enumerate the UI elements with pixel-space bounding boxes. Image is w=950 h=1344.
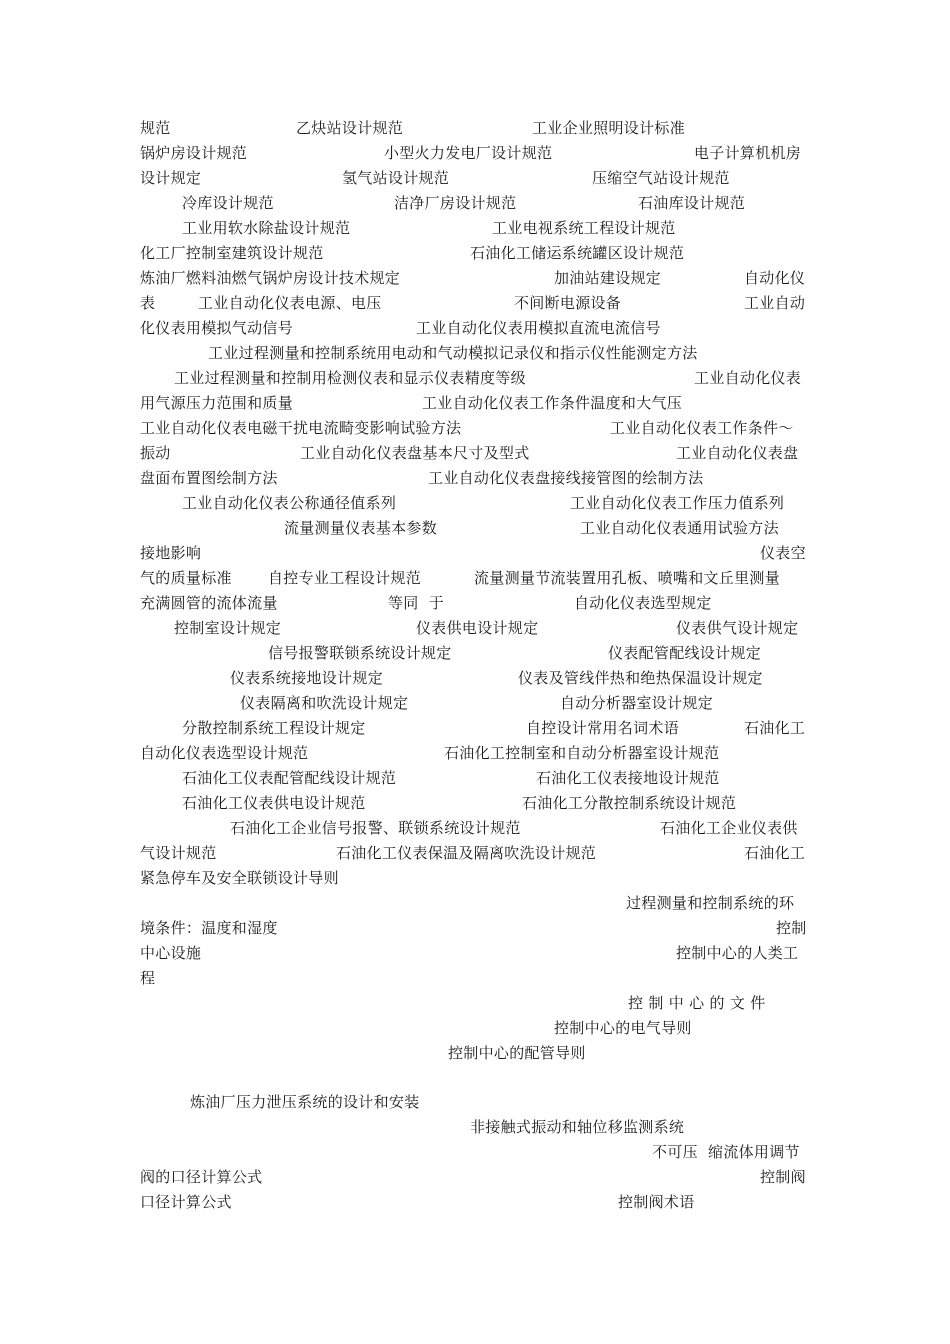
doc-text: 石油化工企业信号报警、联锁系统设计规范 [230, 819, 521, 837]
doc-text: 控制室设计规定 [174, 619, 282, 637]
doc-text: 控制 [776, 919, 807, 937]
doc-text: 控制阀 [760, 1168, 806, 1186]
doc-text: 工业企业照明设计标准 [532, 119, 686, 137]
doc-text: 石油化工仪表保温及隔离吹洗设计规范 [336, 844, 597, 862]
doc-text: 规范 [140, 119, 171, 137]
doc-text: 中心设施 [140, 944, 202, 962]
doc-text: 工业自动 [744, 294, 806, 312]
doc-text: 仪表隔离和吹洗设计规定 [240, 694, 409, 712]
doc-text: 工业电视系统工程设计规范 [492, 219, 676, 237]
doc-text: 控 制 中 心 的 文 件 [628, 994, 766, 1012]
doc-text: 洁净厂房设计规范 [394, 194, 517, 212]
doc-text: 工业自动化仪表电磁干扰电流畸变影响试验方法 [140, 419, 462, 437]
doc-text: 振动 [140, 444, 171, 462]
doc-text: 仪表系统接地设计规定 [230, 669, 384, 687]
doc-text: 炼油厂燃料油燃气锅炉房设计技术规定 [140, 269, 401, 287]
doc-text: 紧急停车及安全联锁设计导则 [140, 869, 339, 887]
doc-text: 设计规定 [140, 169, 202, 187]
doc-text: 化仪表用模拟气动信号 [140, 319, 294, 337]
doc-text: 用气源压力范围和质量 [140, 394, 294, 412]
doc-text: 流量测量节流装置用孔板、喷嘴和文丘里测量 [474, 569, 781, 587]
doc-text: 工业自动化仪表盘基本尺寸及型式 [300, 444, 530, 462]
doc-text: 分散控制系统工程设计规定 [182, 719, 366, 737]
doc-text: 自动化仪表选型规定 [574, 594, 712, 612]
doc-text: 仪表供电设计规定 [416, 619, 539, 637]
doc-text: 冷库设计规范 [182, 194, 274, 212]
doc-text: 工业自动化仪表盘接线接管图的绘制方法 [428, 469, 704, 487]
doc-text: 自动分析器室设计规定 [560, 694, 714, 712]
doc-text: 控制阀术语 [618, 1193, 695, 1211]
doc-text: 流量测量仪表基本参数 [284, 519, 438, 537]
doc-text: 信号报警联锁系统设计规定 [268, 644, 452, 662]
doc-text: 乙炔站设计规范 [296, 119, 404, 137]
doc-text: 电子计算机机房 [694, 144, 802, 162]
doc-text: 不可压 缩流体用调节 [652, 1143, 800, 1161]
doc-text: 口径计算公式 [140, 1193, 232, 1211]
doc-text: 石油化工企业仪表供 [660, 819, 798, 837]
doc-text: 炼油厂压力泄压系统的设计和安装 [190, 1093, 420, 1111]
doc-text: 气设计规范 [140, 844, 217, 862]
doc-text: 非接触式振动和轴位移监测系统 [470, 1118, 685, 1136]
doc-text: 自动化仪表选型设计规范 [140, 744, 309, 762]
doc-text: 工业用软水除盐设计规范 [182, 219, 351, 237]
doc-text: 石油化工分散控制系统设计规范 [522, 794, 737, 812]
doc-text: 工业自动化仪表盘 [676, 444, 799, 462]
doc-text: 石油化工储运系统罐区设计规范 [470, 244, 685, 262]
doc-text: 石油化工仪表接地设计规范 [536, 769, 720, 787]
doc-text: 接地影响 [140, 544, 202, 562]
doc-text: 自控专业工程设计规范 [268, 569, 422, 587]
doc-text: 工业自动化仪表电源、电压 [198, 294, 382, 312]
doc-text: 控制中心的电气导则 [554, 1019, 692, 1037]
doc-text: 仪表供气设计规定 [676, 619, 799, 637]
doc-text: 自动化仪 [744, 269, 806, 287]
doc-text: 化工厂控制室建筑设计规范 [140, 244, 324, 262]
doc-text: 盘面布置图绘制方法 [140, 469, 278, 487]
doc-text: 石油库设计规范 [638, 194, 746, 212]
doc-text: 仪表配管配线设计规定 [608, 644, 762, 662]
doc-text: 石油化工 [744, 844, 806, 862]
doc-text: 压缩空气站设计规范 [592, 169, 730, 187]
doc-text: 石油化工 [744, 719, 806, 737]
doc-text: 控制中心的配管导则 [448, 1044, 586, 1062]
doc-text: 工业自动化仪表工作压力值系列 [570, 494, 785, 512]
doc-text: 不间断电源设备 [514, 294, 622, 312]
doc-text: 工业自动化仪表工作条件温度和大气压 [422, 394, 683, 412]
doc-text: 工业自动化仪表工作条件～ [610, 419, 794, 437]
doc-text: 石油化工仪表供电设计规范 [182, 794, 366, 812]
doc-text: 仪表空 [760, 544, 806, 562]
doc-text: 石油化工控制室和自动分析器室设计规范 [444, 744, 720, 762]
doc-text: 小型火力发电厂设计规范 [384, 144, 553, 162]
doc-text: 表 [140, 294, 156, 312]
doc-text: 程 [140, 969, 156, 987]
doc-text: 气的质量标准 [140, 569, 232, 587]
doc-text: 工业过程测量和控制用检测仪表和显示仪表精度等级 [174, 369, 526, 387]
doc-text: 过程测量和控制系统的环 [626, 894, 795, 912]
doc-text: 等同 于 [388, 594, 445, 612]
doc-text: 氢气站设计规范 [342, 169, 450, 187]
doc-text: 锅炉房设计规范 [140, 144, 248, 162]
doc-text: 工业过程测量和控制系统用电动和气动模拟记录仪和指示仪性能测定方法 [208, 344, 698, 362]
doc-text: 自控设计常用名词术语 [526, 719, 680, 737]
doc-text: 工业自动化仪表公称通径值系列 [182, 494, 397, 512]
doc-text: 充满圆管的流体流量 [140, 594, 278, 612]
doc-text: 石油化工仪表配管配线设计规范 [182, 769, 397, 787]
doc-text: 阀的口径计算公式 [140, 1168, 263, 1186]
doc-text: 加油站建设规定 [554, 269, 662, 287]
doc-text: 工业自动化仪表通用试验方法 [580, 519, 779, 537]
doc-text: 工业自动化仪表 [694, 369, 802, 387]
doc-text: 境条件：温度和湿度 [140, 919, 278, 937]
doc-text: 仪表及管线伴热和绝热保温设计规定 [518, 669, 763, 687]
doc-text: 控制中心的人类工 [676, 944, 799, 962]
doc-text: 工业自动化仪表用模拟直流电流信号 [416, 319, 661, 337]
